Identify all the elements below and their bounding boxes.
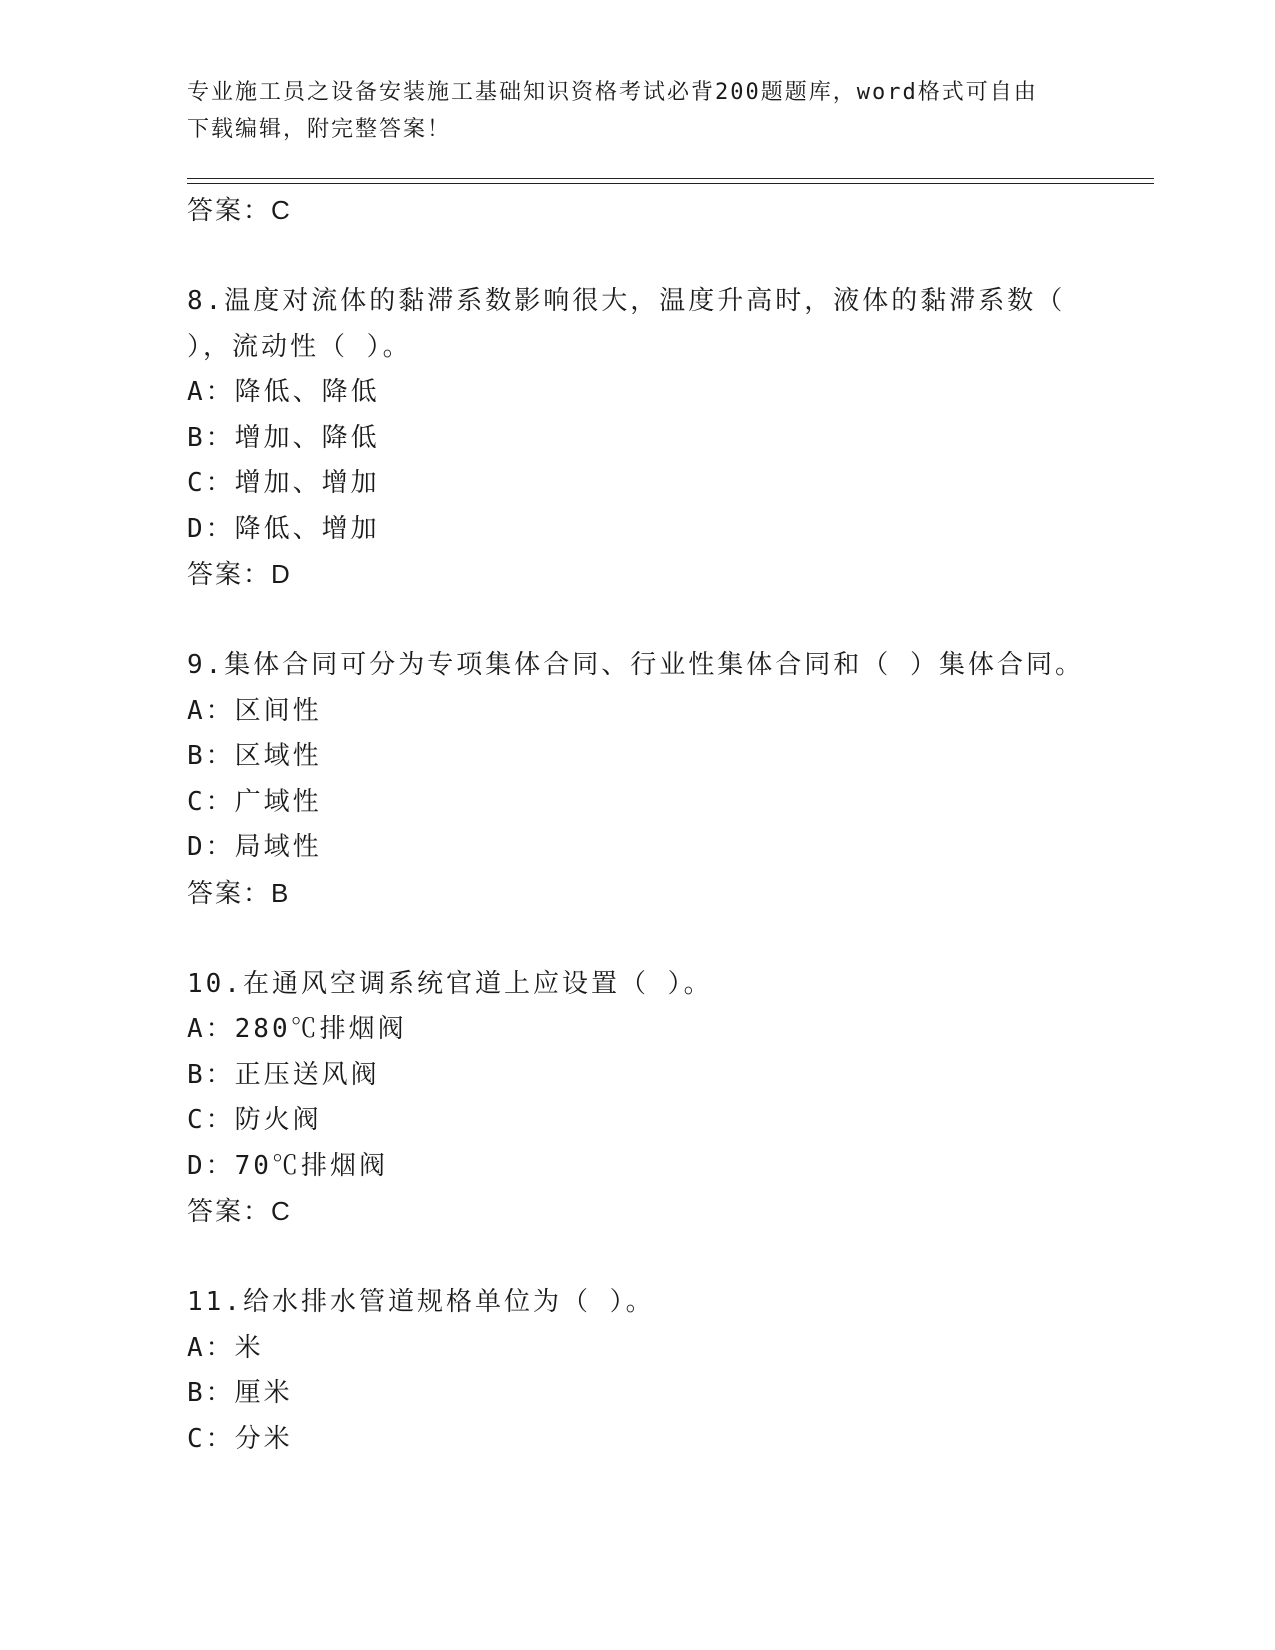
document-header [187,74,1087,148]
option-c: C：广域性 [187,786,322,817]
question-10 [187,962,1147,1235]
header-line-2: 下载编辑，附完整答案！ [187,117,452,142]
question-stem-line: 9.集体合同可分为专项集体合同、行业性集体合同和（ ）集体合同。 [187,650,1084,680]
spacer [187,916,1147,962]
option-a: A：米 [187,1332,264,1363]
header-divider-bottom [187,183,1154,184]
answer: 答案：D [187,559,292,589]
question-stem-line: 11.给水排水管道规格单位为（ ）。 [187,1287,655,1317]
option-a: A：区间性 [187,695,322,726]
question-8 [187,279,1147,598]
question-stem-line: 10.在通风空调系统官道上应设置（ ）。 [187,968,713,999]
option-b: B：增加、降低 [187,422,380,453]
option-b: B：正压送风阀 [187,1059,380,1090]
option-b: B：区域性 [187,741,322,771]
option-d: D：降低、增加 [187,513,380,544]
option-c: C：防火阀 [187,1105,322,1135]
option-d: D：局域性 [187,832,322,862]
option-a: A：280℃排烟阀 [187,1014,407,1044]
header-line-1: 专业施工员之设备安装施工基础知识资格考试必背200题题库，word格式可自由 [187,80,1038,105]
previous-answer: 答案：C [187,195,292,225]
header-divider-top [187,178,1154,179]
question-list [187,188,1147,1462]
option-c: C：增加、增加 [187,468,380,498]
option-b: B：厘米 [187,1378,293,1408]
option-d: D：70℃排烟阀 [187,1150,388,1181]
spacer [187,234,1147,280]
spacer [187,598,1147,644]
question-9 [187,643,1147,916]
answer: 答案：C [187,1196,292,1226]
question-stem-line: ），流动性（ ）。 [187,331,412,362]
spacer [187,1235,1147,1281]
answer: 答案：B [187,877,291,908]
question-stem-line: 8.温度对流体的黏滞系数影响很大，温度升高时，液体的黏滞系数（ [187,286,1066,316]
option-a: A：降低、降低 [187,377,380,407]
question-11 [187,1280,1147,1462]
option-c: C：分米 [187,1423,293,1454]
